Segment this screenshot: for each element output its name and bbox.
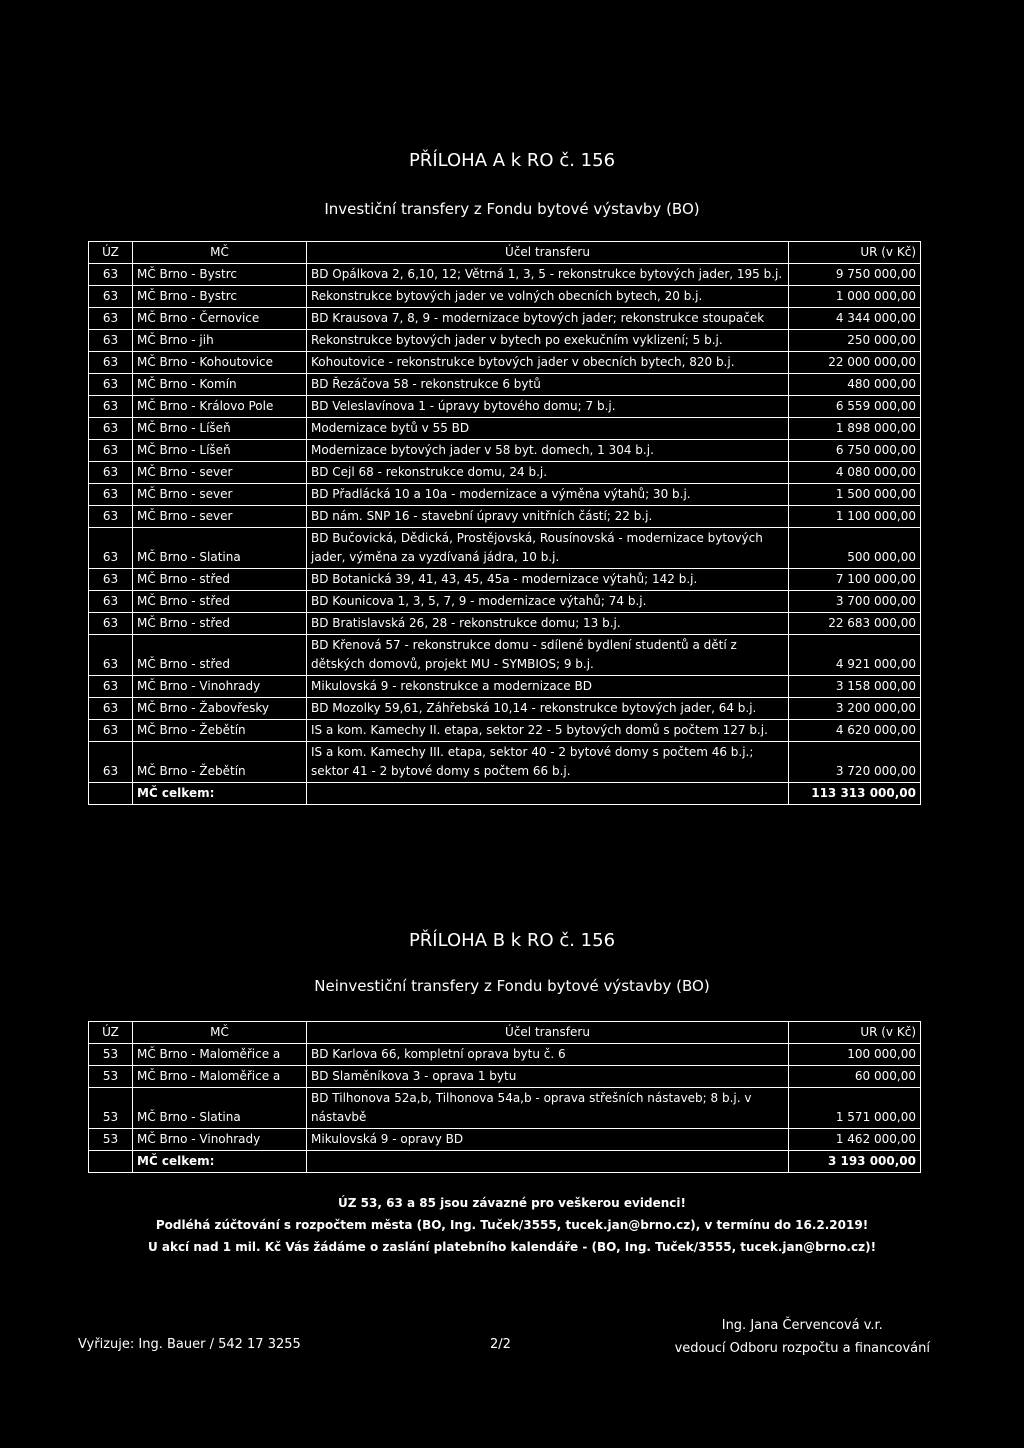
cell-purpose: Kohoutovice - rekonstrukce bytových jader v obecních bytech, 820 b.j. (307, 352, 789, 374)
signer-name: Ing. Jana Červencová v.r. (721, 1318, 883, 1333)
cell-amount: 6 750 000,00 (789, 440, 921, 462)
cell-uz: 63 (89, 462, 133, 484)
cell-uz: 63 (89, 569, 133, 591)
cell-uz: 63 (89, 374, 133, 396)
header-amount: UR (v Kč) (789, 242, 921, 264)
cell-mc: MČ Brno - střed (133, 613, 307, 635)
cell-mc: MČ Brno - střed (133, 635, 307, 676)
cell-purpose: Modernizace bytových jader v 58 byt. domech, 1 304 b.j. (307, 440, 789, 462)
cell-uz: 63 (89, 308, 133, 330)
cell-amount: 1 571 000,00 (789, 1088, 921, 1129)
cell-uz: 63 (89, 286, 133, 308)
cell-amount: 4 344 000,00 (789, 308, 921, 330)
cell-purpose: BD Mozolky 59,61, Záhřebská 10,14 - rekonstrukce bytových jader, 64 b.j. (307, 698, 789, 720)
cell-purpose: Mikulovská 9 - opravy BD (307, 1129, 789, 1151)
table-header-row (89, 1022, 921, 1044)
cell-purpose: BD Veleslavínova 1 - úpravy bytového domu; 7 b.j. (307, 396, 789, 418)
total-amount: 113 313 000,00 (789, 783, 921, 805)
cell-uz: 63 (89, 613, 133, 635)
header-purpose: Účel transferu (307, 1022, 789, 1044)
cell-uz: 63 (89, 396, 133, 418)
cell-amount: 500 000,00 (789, 528, 921, 569)
cell-mc: MČ Brno - střed (133, 591, 307, 613)
cell-mc: MČ Brno - Žebětín (133, 742, 307, 783)
table-row (89, 330, 921, 352)
annex-b-table (88, 1021, 921, 1173)
table-row (89, 286, 921, 308)
table-row (89, 1044, 921, 1066)
cell-uz: 63 (89, 352, 133, 374)
cell-amount: 9 750 000,00 (789, 264, 921, 286)
cell-mc: MČ Brno - Kohoutovice (133, 352, 307, 374)
cell-amount: 1 500 000,00 (789, 484, 921, 506)
total-row (89, 783, 921, 805)
cell-amount: 3 158 000,00 (789, 676, 921, 698)
cell-amount: 250 000,00 (789, 330, 921, 352)
cell-purpose: BD Bučovická, Dědická, Prostějovská, Rousínovská - modernizace bytových jader, výměna za vyzdívaná jádra, 10 b.j. (307, 528, 789, 569)
table-row (89, 698, 921, 720)
cell-amount: 3 720 000,00 (789, 742, 921, 783)
annex-a-rows (89, 264, 921, 783)
cell-amount: 7 100 000,00 (789, 569, 921, 591)
cell-uz: 63 (89, 591, 133, 613)
table-row (89, 418, 921, 440)
cell-uz: 53 (89, 1066, 133, 1088)
signature-block (675, 1314, 930, 1360)
note-line: ÚZ 53, 63 a 85 jsou závazné pro veškerou evidenci! (338, 1196, 686, 1210)
cell-mc: MČ Brno - Žebětín (133, 720, 307, 742)
total-row (89, 1151, 921, 1173)
cell-purpose: BD Tilhonova 52a,b, Tilhonova 54a,b - oprava střešních nástaveb; 8 b.j. v nástavbě (307, 1088, 789, 1129)
cell-purpose: BD Krausova 7, 8, 9 - modernizace bytových jader; rekonstrukce stoupaček (307, 308, 789, 330)
cell-purpose: Mikulovská 9 - rekonstrukce a modernizace BD (307, 676, 789, 698)
cell-purpose: BD Kounicova 1, 3, 5, 7, 9 - modernizace výtahů; 74 b.j. (307, 591, 789, 613)
table-row (89, 1129, 921, 1151)
cell-amount: 3 200 000,00 (789, 698, 921, 720)
table-header-row (89, 242, 921, 264)
cell-amount: 1 100 000,00 (789, 506, 921, 528)
cell-purpose: BD Přadlácká 10 a 10a - modernizace a výměna výtahů; 30 b.j. (307, 484, 789, 506)
annex-a-title: PŘÍLOHA A k RO č. 156 (408, 150, 616, 171)
page-number: 2/2 (490, 1337, 511, 1352)
cell-purpose: BD Karlova 66, kompletní oprava bytu č. 6 (307, 1044, 789, 1066)
cell-mc: MČ Brno - střed (133, 569, 307, 591)
cell-mc: MČ Brno - sever (133, 484, 307, 506)
cell-mc: MČ Brno - Žabovřesky (133, 698, 307, 720)
cell-purpose: BD Botanická 39, 41, 43, 45, 45a - modernizace výtahů; 142 b.j. (307, 569, 789, 591)
table-row (89, 528, 921, 569)
cell-purpose: IS a kom. Kamechy II. etapa, sektor 22 - 5 bytových domů s počtem 127 b.j. (307, 720, 789, 742)
cell-purpose: BD Cejl 68 - rekonstrukce domu, 24 b.j. (307, 462, 789, 484)
cell-uz: 63 (89, 528, 133, 569)
cell-mc: MČ Brno - Vinohrady (133, 1129, 307, 1151)
cell-mc: MČ Brno - sever (133, 506, 307, 528)
signer-title: vedoucí Odboru rozpočtu a financování (674, 1341, 930, 1356)
cell-amount: 22 683 000,00 (789, 613, 921, 635)
cell-mc: MČ Brno - Komín (133, 374, 307, 396)
cell-mc: MČ Brno - Slatina (133, 1088, 307, 1129)
cell-uz: 63 (89, 742, 133, 783)
cell-mc: MČ Brno - Královo Pole (133, 396, 307, 418)
cell-mc: MČ Brno - sever (133, 462, 307, 484)
cell-purpose: BD Slaměníkova 3 - oprava 1 bytu (307, 1066, 789, 1088)
header-uz: ÚZ (89, 242, 133, 264)
cell-amount: 60 000,00 (789, 1066, 921, 1088)
cell-uz: 63 (89, 506, 133, 528)
total-label: MČ celkem: (133, 783, 307, 805)
table-row (89, 462, 921, 484)
table-row (89, 720, 921, 742)
table-row (89, 676, 921, 698)
table-row (89, 396, 921, 418)
table-row (89, 506, 921, 528)
cell-amount: 1 898 000,00 (789, 418, 921, 440)
header-mc: MČ (133, 242, 307, 264)
cell-amount: 4 620 000,00 (789, 720, 921, 742)
cell-uz: 53 (89, 1044, 133, 1066)
annex-b-rows (89, 1044, 921, 1151)
total-amount: 3 193 000,00 (789, 1151, 921, 1173)
cell-uz: 63 (89, 720, 133, 742)
annex-b-title: PŘÍLOHA B k RO č. 156 (408, 930, 616, 951)
table-row (89, 1066, 921, 1088)
cell-uz: 63 (89, 698, 133, 720)
table-row (89, 352, 921, 374)
cell-uz: 63 (89, 676, 133, 698)
cell-purpose: Rekonstrukce bytových jader v bytech po exekučním vyklizení; 5 b.j. (307, 330, 789, 352)
table-row (89, 1088, 921, 1129)
cell-uz: 53 (89, 1088, 133, 1129)
cell-purpose: Modernizace bytů v 55 BD (307, 418, 789, 440)
cell-mc: MČ Brno - Slatina (133, 528, 307, 569)
cell-purpose: BD Opálkova 2, 6,10, 12; Větrná 1, 3, 5 - rekonstrukce bytových jader, 195 b.j. (307, 264, 789, 286)
table-row (89, 591, 921, 613)
table-row (89, 613, 921, 635)
cell-uz: 63 (89, 330, 133, 352)
cell-uz: 63 (89, 635, 133, 676)
cell-mc: MČ Brno - Černovice (133, 308, 307, 330)
cell-mc: MČ Brno - Líšeň (133, 418, 307, 440)
cell-mc: MČ Brno - Bystrc (133, 264, 307, 286)
table-row (89, 374, 921, 396)
cell-uz: 53 (89, 1129, 133, 1151)
cell-uz: 63 (89, 440, 133, 462)
cell-mc: MČ Brno - jih (133, 330, 307, 352)
table-row (89, 264, 921, 286)
cell-amount: 1 000 000,00 (789, 286, 921, 308)
header-amount: UR (v Kč) (789, 1022, 921, 1044)
contact-info: Vyřizuje: Ing. Bauer / 542 17 3255 (78, 1337, 301, 1352)
header-purpose: Účel transferu (307, 242, 789, 264)
table-row (89, 484, 921, 506)
cell-mc: MČ Brno - Maloměřice a (133, 1066, 307, 1088)
annex-b-subtitle: Neinvestiční transfery z Fondu bytové výstavby (BO) (314, 977, 710, 995)
cell-amount: 22 000 000,00 (789, 352, 921, 374)
cell-amount: 3 700 000,00 (789, 591, 921, 613)
table-row (89, 569, 921, 591)
table-row (89, 742, 921, 783)
notes (0, 1192, 1024, 1258)
cell-mc: MČ Brno - Líšeň (133, 440, 307, 462)
cell-uz: 63 (89, 418, 133, 440)
annex-a-subtitle: Investiční transfery z Fondu bytové výstavby (BO) (324, 200, 700, 218)
note-line: Podléhá zúčtování s rozpočtem města (BO, Ing. Tuček/3555, tucek.jan@brno.cz), v termínu do 16.2.2019! (155, 1218, 869, 1232)
table-row (89, 308, 921, 330)
cell-purpose: BD Křenová 57 - rekonstrukce domu - sdílené bydlení studentů a dětí z dětských domovů, projekt MU - SYMBIOS; 9 b.j. (307, 635, 789, 676)
note-line: U akcí nad 1 mil. Kč Vás žádáme o zaslání platebního kalendáře - (BO, Ing. Tuček/3555, tucek.jan@brno.cz)! (147, 1240, 877, 1254)
table-row (89, 440, 921, 462)
table-row (89, 635, 921, 676)
cell-uz: 63 (89, 264, 133, 286)
cell-purpose: IS a kom. Kamechy III. etapa, sektor 40 - 2 bytové domy s počtem 46 b.j.; sektor 41 - 2 bytové domy s počtem 66 b.j. (307, 742, 789, 783)
cell-amount: 480 000,00 (789, 374, 921, 396)
cell-uz: 63 (89, 484, 133, 506)
cell-amount: 1 462 000,00 (789, 1129, 921, 1151)
header-uz: ÚZ (89, 1022, 133, 1044)
total-label: MČ celkem: (133, 1151, 307, 1173)
cell-purpose: BD nám. SNP 16 - stavební úpravy vnitřních částí; 22 b.j. (307, 506, 789, 528)
header-mc: MČ (133, 1022, 307, 1044)
cell-amount: 6 559 000,00 (789, 396, 921, 418)
cell-mc: MČ Brno - Vinohrady (133, 676, 307, 698)
cell-purpose: Rekonstrukce bytových jader ve volných obecních bytech, 20 b.j. (307, 286, 789, 308)
cell-mc: MČ Brno - Bystrc (133, 286, 307, 308)
cell-amount: 100 000,00 (789, 1044, 921, 1066)
cell-purpose: BD Řezáčova 58 - rekonstrukce 6 bytů (307, 374, 789, 396)
annex-a-table (88, 241, 921, 805)
cell-amount: 4 921 000,00 (789, 635, 921, 676)
cell-amount: 4 080 000,00 (789, 462, 921, 484)
cell-mc: MČ Brno - Maloměřice a (133, 1044, 307, 1066)
cell-purpose: BD Bratislavská 26, 28 - rekonstrukce domu; 13 b.j. (307, 613, 789, 635)
